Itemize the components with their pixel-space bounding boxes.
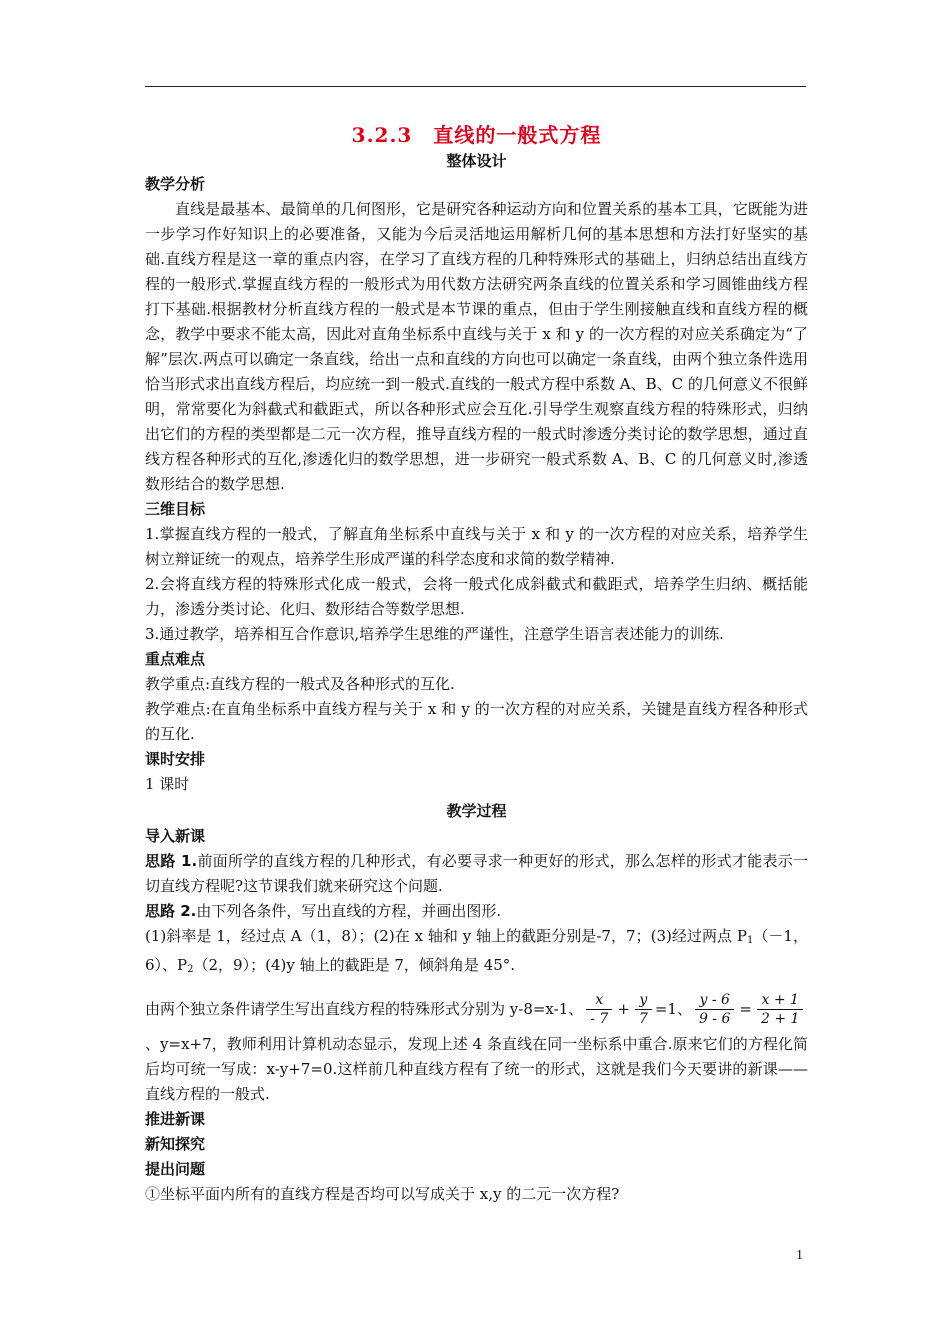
analysis-heading: 教学分析 bbox=[145, 175, 206, 193]
idea-2-label: 思路 2. bbox=[145, 902, 197, 920]
idea-1-label: 思路 1. bbox=[145, 852, 198, 870]
analysis-paragraph: 直线是最基本、最简单的几何图形，它是研究各种运动方向和位置关系的基本工具，它既能为进一步学习作好知识上的必要准备，又能为今后灵活地运用解析几何的基本思想和方法打好坚实的基础.直线方程是这一章的重点内容，在学习了直线方程的几种特殊形式的基础上，归纳总结出直线方程的一般形式.掌握直线方程的一般形式为用代数方法研究两条直线的位置关系和学习圆锥曲线方程打下基础.根据教材分析直线方程的一般式是本节课的重点，但由于学生刚接触直线和直线方程的概念，教学中要求不能太高，因此对直角坐标系中直线与关于 x 和 y 的一次方程的对应关系确定为“了解”层次.两点可以确定一条直线，给出一点和直线的方向也可以确定一条直线，由两个独立条件选用恰当形式求出直线方程后，均应统一到一般式.直线的一般式方程中系数 A、B、C 的几何意义不很鲜明，常常要化为斜截式和截距式，所以各种形式应会互化.引导学生观察直线方程的特殊形式，归纳出它们的方程的类型都是二元一次方程，推导直线方程的一般式时渗透分类讨论的数学思想，通过直线方程各种形式的互化,渗透化归的数学思想，进一步研究一般式系数 A、B、C 的几何意义时,渗透数形结合的数学思想. bbox=[145, 200, 808, 493]
goal-item: 3.通过教学，培养相互合作意识,培养学生思维的严谨性，注意学生语言表述能力的训练. bbox=[145, 625, 724, 643]
special-forms-formula bbox=[145, 986, 808, 1032]
lesson-title: 3.2.3 直线的一般式方程 bbox=[351, 123, 602, 147]
goal-item: 2.会将直线方程的特殊形式化成一般式，会将一般式化成斜截式和截距式，培养学生归纳、概括能力，渗透分类讨论、化归、数形结合等数学思想. bbox=[145, 575, 808, 618]
conditions-list: (1)斜率是 1，经过点 A（1，8）；(2)在 x 轴和 y 轴上的截距分别是-7，7；(3)经过两点 $P_1(-1$，6）、$P_2(2$，9）；(4)y 轴上的截距是 7，倾斜角是 45°. bbox=[145, 927, 808, 975]
schedule-heading: 课时安排 bbox=[145, 750, 206, 768]
idea-1 bbox=[145, 849, 808, 899]
overall-design-heading: 整体设计 bbox=[446, 152, 507, 170]
idea-1-text: 前面所学的直线方程的几种形式，有必要寻求一种更好的形式，那么怎样的形式才能表示一切直线方程呢?这节课我们就来研究这个问题. bbox=[145, 852, 808, 895]
teaching-difficulty: 教学难点:在直角坐标系中直线方程与关于 x 和 y 的一次方程的对应关系，关键是直线方程各种形式的互化. bbox=[145, 700, 808, 743]
fraction-two-point-left: $\frac{y - 6}{9 - 6}$ bbox=[695, 991, 734, 1028]
formula-lead: 由两个独立条件请学生写出直线方程的特殊形式分别为 y-8=x-1、 bbox=[145, 999, 584, 1018]
formula-explanation: 、y=x+7，教师利用计算机动态显示，发现上述 4 条直线在同一坐标系中重合.原来它们的方程化简后均可统一写成：x-y+7=0.这样前几种直线方程有了统一的形式，这就是我们今天要讲的新课——直线方程的一般式. bbox=[145, 1035, 808, 1103]
question-1: ①坐标平面内所有的直线方程是否均可以写成关于 x,y 的二元一次方程? bbox=[145, 1185, 620, 1203]
process-heading: 教学过程 bbox=[446, 802, 507, 820]
advance-heading: 推进新课 bbox=[145, 1110, 206, 1128]
fraction-y-over-7: $\frac{y}{7}$ bbox=[635, 991, 652, 1028]
page-number: 1 bbox=[796, 1248, 803, 1263]
subscript: 2 bbox=[187, 964, 194, 975]
header-rule bbox=[145, 86, 806, 87]
schedule-text: 1 课时 bbox=[145, 775, 190, 793]
subscript: 1 bbox=[746, 935, 754, 946]
goal-item: 1.掌握直线方程的一般式，了解直角坐标系中直线与关于 x 和 y 的一次方程的对应关系，培养学生树立辩证统一的观点，培养学生形成严谨的科学态度和求简的数学精神. bbox=[145, 525, 808, 568]
equals-sign: = bbox=[739, 999, 752, 1018]
teaching-focus: 教学重点:直线方程的一般式及各种形式的互化. bbox=[145, 675, 455, 693]
fraction-x-over-neg7: $\frac{x}{- 7}$ bbox=[586, 991, 612, 1028]
document-page bbox=[145, 120, 808, 1207]
explore-heading: 新知探究 bbox=[145, 1135, 206, 1153]
idea-2 bbox=[145, 899, 808, 924]
question-heading: 提出问题 bbox=[145, 1160, 206, 1178]
key-points-heading: 重点难点 bbox=[145, 650, 206, 668]
equals-one: =1、 bbox=[654, 999, 692, 1018]
fraction-two-point-right: $\frac{x + 1}{2 + 1}$ bbox=[757, 991, 803, 1028]
goals-heading: 三维目标 bbox=[145, 500, 206, 518]
plus-sign: + bbox=[617, 999, 630, 1018]
idea-2-text: 由下列各条件，写出直线的方程，并画出图形. bbox=[196, 902, 502, 920]
intro-heading: 导入新课 bbox=[145, 827, 206, 845]
